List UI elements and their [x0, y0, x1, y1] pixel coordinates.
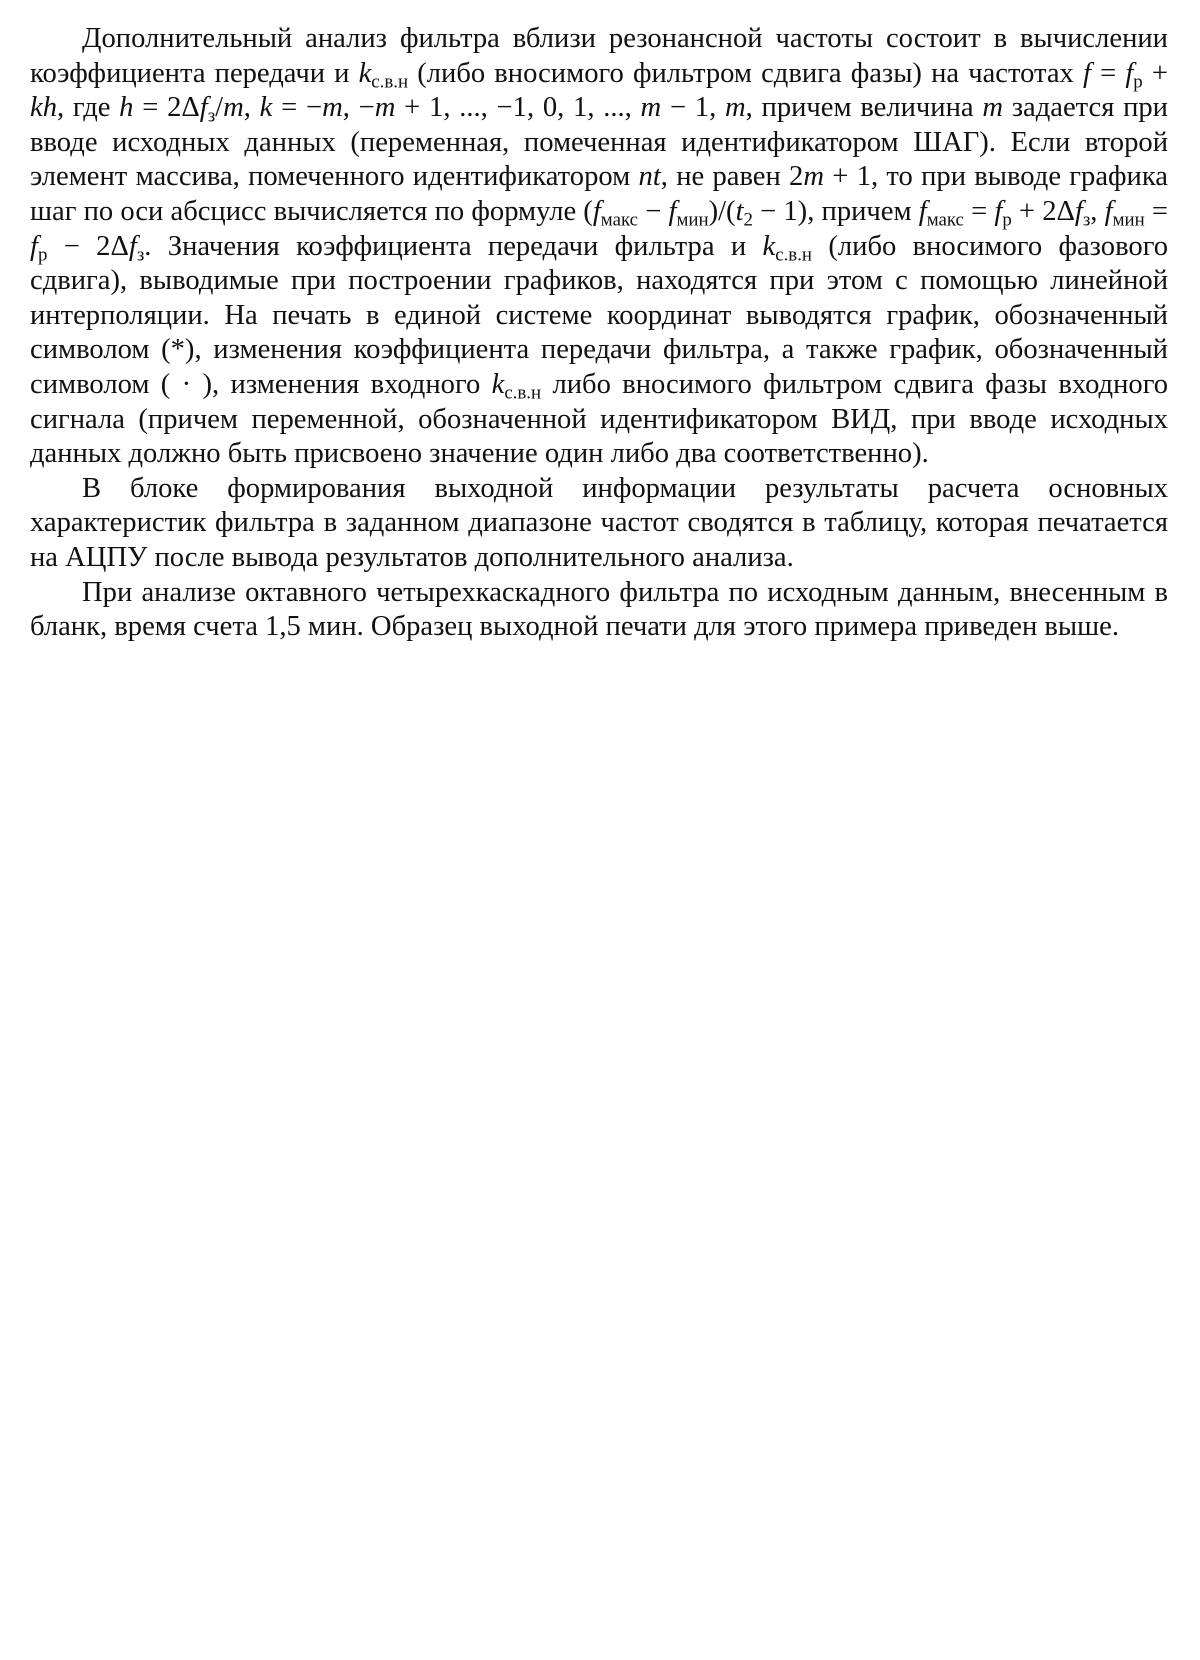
math-variable: f: [1125, 57, 1134, 89]
text-run: − 1,: [661, 92, 725, 124]
text-run: В блоке формирования выходной информации результаты расчета основных характеристик фильтра в заданном диапазоне частот сводятся в таблицу, которая печатается на АЦПУ после вывода результатов дополнительного анализа.: [30, 472, 1168, 573]
paragraph-filter-analysis: [30, 22, 1168, 472]
subscript: с.в.н: [504, 382, 542, 404]
text-run: , где: [57, 92, 120, 124]
text-run: )/(: [708, 195, 736, 227]
math-variable: k: [491, 368, 505, 400]
math-variable: t: [735, 195, 744, 227]
math-variable: m: [223, 92, 244, 124]
subscript: мин: [676, 209, 709, 231]
text-run: (либо вносимого фазового сдвига), выводимые при построении графиков, находятся при этом с помощью линейной интерполяции. На печать в единой системе координат выводятся график, обозначенный символом (*), изменения коэффициента передачи фильтра, а также график, обозначенный символом ( · ), изменения входного: [30, 230, 1169, 400]
page-text: [30, 22, 1168, 645]
text-run: (либо вносимого фильтром сдвига фазы) на частотах: [408, 57, 1083, 89]
math-variable: h: [119, 92, 134, 124]
math-variable: m: [640, 92, 662, 124]
subscript: 2: [743, 209, 753, 231]
paragraph-computation-time: [30, 576, 1168, 645]
math-variable: f: [30, 230, 38, 262]
math-variable: f: [994, 195, 1003, 227]
math-variable: f: [1104, 195, 1113, 227]
subscript: р: [1133, 71, 1143, 93]
text-run: =: [963, 195, 995, 227]
math-variable: f: [199, 92, 208, 124]
text-run: = −: [272, 92, 323, 124]
text-run: либо вносимого фильтром сдвига фазы входного сигнала (причем переменной, обозначенной идентификатором ВИД, при вводе исходных данных должно быть присвоено значение один либо два соответственно).: [30, 368, 1169, 470]
math-variable: m: [374, 92, 396, 124]
math-variable: f: [668, 195, 677, 227]
math-variable: m: [322, 92, 343, 124]
math-variable: f: [1074, 195, 1083, 227]
subscript: с.в.н: [371, 71, 409, 93]
subscript: мин: [1112, 209, 1145, 231]
math-variable: m: [803, 161, 825, 193]
math-variable: nt: [638, 161, 661, 193]
paragraph-output-block: [30, 472, 1168, 576]
text-run: − 1), причем: [752, 195, 919, 227]
subscript: макс: [926, 209, 964, 231]
text-run: − 2Δ: [47, 230, 129, 262]
text-run: =: [1090, 57, 1126, 89]
text-run: −: [638, 195, 669, 227]
math-variable: f: [1082, 57, 1091, 89]
math-variable: k: [358, 57, 372, 89]
text-run: + 1, ..., −1, 0, 1, ...,: [395, 92, 641, 124]
subscript: с.в.н: [775, 244, 813, 266]
text-run: . Значения коэффициента передачи фильтра и: [144, 230, 763, 262]
subscript: р: [1002, 209, 1012, 231]
math-variable: f: [128, 230, 137, 262]
text-run: , не равен 2: [660, 161, 804, 193]
subscript: з: [1082, 209, 1091, 231]
subscript: з: [136, 244, 145, 266]
text-run: ,: [1090, 195, 1105, 227]
text-run: =: [1144, 195, 1168, 227]
text-run: ,: [243, 92, 260, 124]
math-variable: m: [982, 92, 1003, 124]
text-run: При анализе октавного четырехкаскадного фильтра по исходным данным, внесенным в бланк, время счета 1,5 мин. Образец выходной печати для этого примера приведен выше.: [30, 576, 1168, 643]
text-run: задается при вводе исходных данных (переменная, помеченная идентификатором ШАГ). Если второй элемент массива, помеченного идентификатором: [30, 92, 1168, 193]
math-variable: k: [259, 92, 273, 124]
subscript: з: [207, 105, 216, 127]
text-run: , −: [342, 92, 375, 124]
subscript: р: [37, 244, 48, 266]
text-run: + 1, то при выводе графика шаг по оси абсцисс вычисляется по формуле (: [30, 161, 1168, 227]
math-variable: f: [918, 195, 927, 227]
math-variable: kh: [30, 92, 57, 124]
math-variable: k: [762, 230, 776, 262]
subscript: макс: [600, 209, 639, 231]
text-run: , причем величина: [745, 92, 983, 124]
math-variable: m: [724, 92, 746, 124]
text-run: /: [215, 92, 224, 124]
text-run: +: [1142, 57, 1168, 89]
text-run: = 2Δ: [133, 92, 200, 124]
text-run: + 2Δ: [1011, 195, 1075, 227]
math-variable: f: [592, 195, 601, 227]
text-run: Дополнительный анализ фильтра вблизи резонансной частоты состоит в вычислении коэффициента передачи и: [30, 23, 1168, 89]
